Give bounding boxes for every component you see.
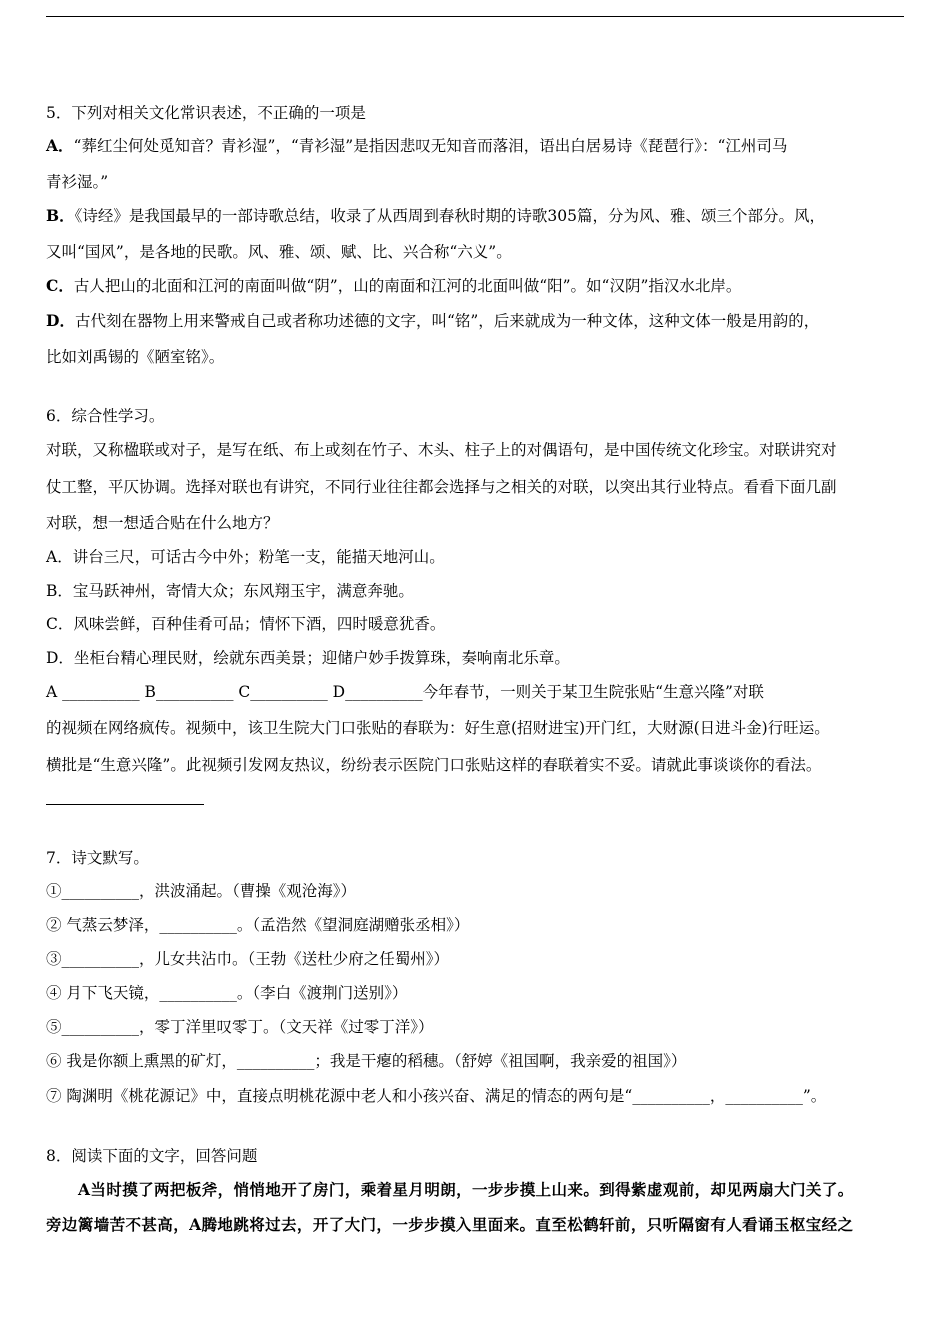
q7-title: 7．诗文默写。 <box>46 849 149 867</box>
q5-option-d-text: 古代刻在器物上用来警戒自己或者称功述德的文字，叫“铭”，后来就成为一种文体，这种文体一般是用韵的， <box>74 312 820 330</box>
q5-option-b-label: B． <box>46 206 75 225</box>
q6-title: 6．综合性学习。 <box>46 407 165 425</box>
q6-answer-line <box>46 804 204 805</box>
q6-couplet-d: D．坐柜台精心理民财，绘就东西美景；迎储户妙手拨算珠，奏响南北乐章。 <box>46 649 570 667</box>
q5-option-d <box>46 311 819 331</box>
q6-couplet-a: A．讲台三尺，可话古今中外；粉笔一支，能描天地河山。 <box>46 548 445 566</box>
q5-option-c-text: 古人把山的北面和江河的南面叫做“阴”，山的南面和江河的北面叫做“阳”。如“汉阴”指汉水北岸。 <box>73 277 742 295</box>
q5-option-b-cont: 又叫“国风”，是各地的民歌。风、雅、颂、赋、比、兴合称“六义”。 <box>46 243 512 261</box>
q7-line-2: ② 气蒸云梦泽，__________。（孟浩然《望洞庭湖赠张丞相》） <box>46 916 470 934</box>
q5-option-d-label: D． <box>46 311 75 330</box>
q5-option-d-cont: 比如刘禹锡的《陋室铭》。 <box>46 348 225 366</box>
q5-option-c <box>46 276 741 296</box>
q7-line-3: ③__________，儿女共沾巾。（王勃《送杜少府之任蜀州》） <box>46 950 450 968</box>
q7-line-4: ④ 月下飞天镜，__________。（李白《渡荆门送别》） <box>46 984 408 1002</box>
q6-paragraph-1: 对联，又称楹联或对子，是写在纸、布上或刻在竹子、木头、柱子上的对偶语句，是中国传统文化珍宝。对联讲究对 <box>46 441 837 459</box>
q7-line-5: ⑤__________，零丁洋里叹零丁。（文天祥《过零丁洋》） <box>46 1018 434 1036</box>
q6-paragraph-5: 横批是“生意兴隆”。此视频引发网友热议，纷纷表示医院门口张贴这样的春联着实不妥。请就此事谈谈你的看法。 <box>46 756 822 774</box>
q5-option-a <box>46 136 787 156</box>
q8-title: 8．阅读下面的文字，回答问题 <box>46 1147 258 1165</box>
q8-passage-2: 旁边篱墙苦不甚高，A腾地跳将过去，开了大门，一步步摸入里面来。直至松鹤轩前，只听隔窗有人看诵玉枢宝经之 <box>46 1215 854 1234</box>
q5-title: 5．下列对相关文化常识表述，不正确的一项是 <box>46 104 366 122</box>
q5-option-a-label: A． <box>46 136 74 155</box>
q5-option-c-label: C． <box>46 276 74 295</box>
q6-couplet-b: B．宝马跃神州，寄情大众；东风翔玉宇，满意奔驰。 <box>46 582 414 600</box>
q5-option-b-text: 《诗经》是我国最早的一部诗歌总结，收录了从西周到春秋时期的诗歌305篇，分为风、雅、颂三个部分。风， <box>74 207 825 225</box>
q6-paragraph-3: 对联，想一想适合贴在什么地方？ <box>46 514 279 532</box>
q6-answer-blanks: A __________ B__________ C__________ D__________今年春节，一则关于某卫生院张贴“生意兴隆”对联 <box>46 683 764 701</box>
q6-paragraph-4: 的视频在网络疯传。视频中，该卫生院大门口张贴的春联为：好生意(招财进宝)开门红，大财源(日进斗金)行旺运。 <box>46 719 830 737</box>
q8-passage-1: A当时摸了两把板斧，悄悄地开了房门，乘着星月明朗，一步步摸上山来。到得紫虚观前，却见两扇大门关了。 <box>78 1180 854 1199</box>
q5-option-b <box>46 206 825 226</box>
q7-line-1: ①__________，洪波涌起。（曹操《观沧海》） <box>46 882 357 900</box>
q7-line-7: ⑦ 陶渊明《桃花源记》中，直接点明桃花源中老人和小孩兴奋、满足的情态的两句是“__________，__________”。 <box>46 1087 827 1105</box>
q5-option-a-text: “葬红尘何处觅知音？青衫湿”，“青衫湿”是指因悲叹无知音而落泪，语出白居易诗《琵琶行》：“江州司马 <box>73 137 788 155</box>
q6-paragraph-2: 仗工整，平仄协调。选择对联也有讲究，不同行业往往都会选择与之相关的对联，以突出其行业特点。看看下面几副 <box>46 478 837 496</box>
q5-option-a-cont: 青衫湿。” <box>46 173 109 191</box>
header-rule <box>46 16 904 17</box>
q6-couplet-c: C．风味尝鲜，百种佳肴可品；情怀下酒，四时暖意犹香。 <box>46 615 446 633</box>
q7-line-6: ⑥ 我是你额上熏黑的矿灯，__________；我是干瘪的稻穗。（舒婷《祖国啊，我亲爱的祖国》） <box>46 1052 687 1070</box>
